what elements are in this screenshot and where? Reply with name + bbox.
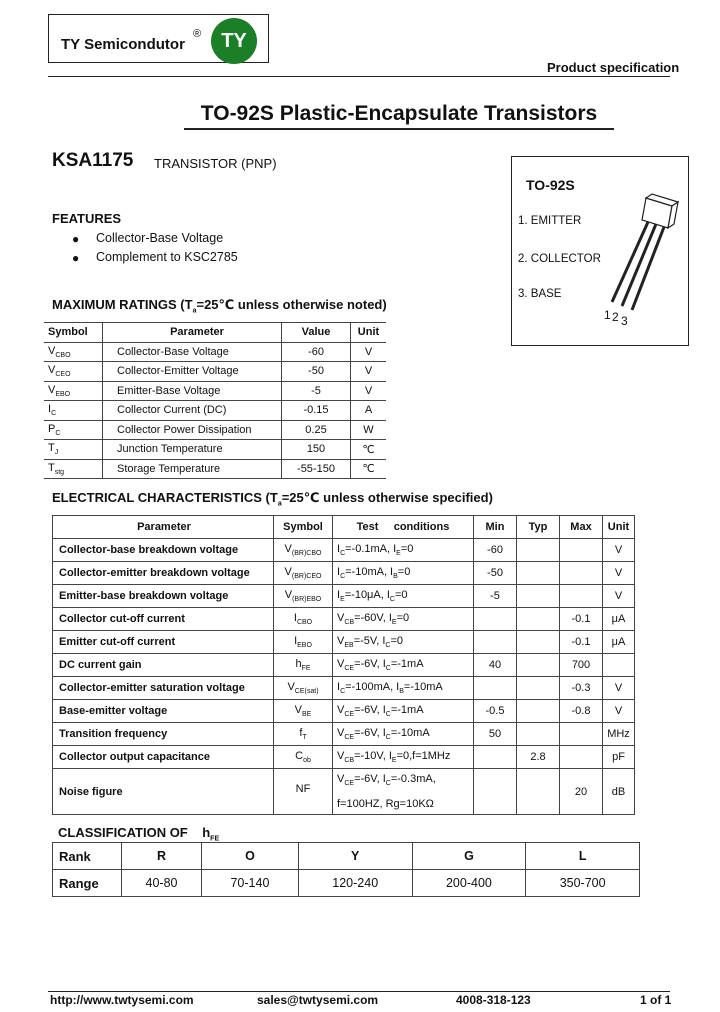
range-label: Range — [53, 870, 122, 897]
char-conditions: $I_E=-10\mu A$, $I_C=0$ — [333, 585, 474, 608]
char-min — [474, 608, 517, 631]
electrical-row — [53, 723, 635, 746]
char-symbol: $V_{(BR)CEO}$ — [274, 562, 333, 585]
range-cell: 70-140 — [202, 870, 299, 897]
col-parameter: Parameter — [103, 323, 282, 343]
char-typ: 2.8 — [517, 746, 560, 769]
rating-unit: W — [351, 420, 387, 440]
electrical-row — [53, 769, 635, 815]
char-unit: V — [603, 562, 635, 585]
rating-unit: ℃ — [351, 459, 387, 479]
char-typ — [517, 539, 560, 562]
rating-unit: V — [351, 342, 387, 362]
electrical-row — [53, 585, 635, 608]
header-rule — [48, 76, 670, 77]
char-unit: V — [603, 585, 635, 608]
rating-unit: V — [351, 381, 387, 401]
char-conditions: $I_C=-100mA$, $I_B=-10mA$ — [333, 677, 474, 700]
rank-row — [53, 843, 640, 870]
rank-label: Rank — [53, 843, 122, 870]
rating-value: -50 — [282, 362, 351, 382]
rank-cell: Y — [298, 843, 412, 870]
feature-item: Complement to KSC2785 — [96, 250, 238, 264]
char-max — [560, 723, 603, 746]
rating-unit: ℃ — [351, 440, 387, 460]
electrical-body — [53, 539, 635, 815]
max-ratings-body — [44, 342, 386, 479]
char-symbol: $C_{ob}$ — [274, 746, 333, 769]
char-unit — [603, 654, 635, 677]
char-min: 50 — [474, 723, 517, 746]
rank-cell: O — [202, 843, 299, 870]
max-ratings-header-row — [44, 323, 386, 343]
rating-parameter: Collector-Emitter Voltage — [103, 362, 282, 382]
col-parameter: Parameter — [53, 516, 274, 539]
electrical-row — [53, 677, 635, 700]
range-cell: 120-240 — [298, 870, 412, 897]
rank-cell: L — [526, 843, 640, 870]
electrical-heading-rest: =25℃ unless otherwise specified) — [281, 490, 493, 505]
char-parameter: Emitter-base breakdown voltage — [53, 585, 274, 608]
electrical-row — [53, 562, 635, 585]
char-parameter: Collector-base breakdown voltage — [53, 539, 274, 562]
char-max: -0.1 — [560, 631, 603, 654]
char-unit: pF — [603, 746, 635, 769]
char-symbol: NF — [274, 769, 333, 815]
electrical-row — [53, 654, 635, 677]
electrical-table — [52, 515, 635, 815]
electrical-row — [53, 631, 635, 654]
footer-phone: 4008-318-123 — [456, 993, 531, 1007]
char-max: -0.8 — [560, 700, 603, 723]
max-ratings-row — [44, 381, 386, 401]
max-ratings-row — [44, 440, 386, 460]
char-symbol: $V_{(BR)EBO}$ — [274, 585, 333, 608]
rating-symbol: $V_{EBO}$ — [44, 381, 103, 401]
max-ratings-row — [44, 459, 386, 479]
char-min: -60 — [474, 539, 517, 562]
char-parameter: Emitter cut-off current — [53, 631, 274, 654]
product-spec-label: Product specification — [547, 60, 680, 75]
package-name: TO-92S — [526, 177, 575, 193]
char-max — [560, 746, 603, 769]
char-conditions: $V_{CE}=-6V$, $I_C=-1mA$ — [333, 700, 474, 723]
char-symbol: $V_{BE}$ — [274, 700, 333, 723]
char-unit: V — [603, 700, 635, 723]
char-parameter: Noise figure — [53, 769, 274, 815]
col-test-conditions: Test conditions — [333, 516, 474, 539]
char-min — [474, 677, 517, 700]
classification-heading-text: CLASSIFICATION OF — [58, 825, 188, 840]
rating-parameter: Emitter-Base Voltage — [103, 381, 282, 401]
char-conditions: $V_{CE}=-6V$, $I_C=-10mA$ — [333, 723, 474, 746]
char-min — [474, 769, 517, 815]
col-min: Min — [474, 516, 517, 539]
electrical-row — [53, 746, 635, 769]
classification-heading-sub: FE — [210, 835, 220, 843]
electrical-heading-text: ELECTRICAL CHARACTERISTICS (T — [52, 490, 278, 505]
rating-parameter: Storage Temperature — [103, 459, 282, 479]
range-cell: 350-700 — [526, 870, 640, 897]
rating-symbol: $V_{CBO}$ — [44, 342, 103, 362]
char-conditions: $V_{CE}=-6V$, $I_C=-1mA$ — [333, 654, 474, 677]
max-ratings-heading-text: MAXIMUM RATINGS (T — [52, 297, 193, 312]
max-ratings-heading-rest: =25℃ unless otherwise noted) — [196, 297, 387, 312]
col-value: Value — [282, 323, 351, 343]
footer-page: 1 of 1 — [640, 993, 672, 1007]
char-symbol: $V_{(BR)CBO}$ — [274, 539, 333, 562]
electrical-row — [53, 539, 635, 562]
brand-name: TY Semicondutor — [61, 36, 185, 53]
char-conditions: $V_{CB}=-10V$, $I_E=0,f=1MHz$ — [333, 746, 474, 769]
classification-heading-sym: h — [202, 825, 211, 840]
rating-value: -0.15 — [282, 401, 351, 421]
rating-unit: A — [351, 401, 387, 421]
char-max: -0.3 — [560, 677, 603, 700]
rating-value: -5 — [282, 381, 351, 401]
rating-value: -60 — [282, 342, 351, 362]
char-symbol: $I_{EBO}$ — [274, 631, 333, 654]
max-ratings-row — [44, 362, 386, 382]
char-min: -50 — [474, 562, 517, 585]
char-conditions: $V_{CB}=-60V$, $I_E=0$ — [333, 608, 474, 631]
char-typ — [517, 677, 560, 700]
rating-unit: V — [351, 362, 387, 382]
rating-parameter: Collector Current (DC) — [103, 401, 282, 421]
col-max: Max — [560, 516, 603, 539]
electrical-row — [53, 700, 635, 723]
char-min — [474, 631, 517, 654]
pin-3-label: 3. BASE — [518, 288, 562, 300]
max-ratings-table — [44, 322, 386, 479]
bullet-icon: ● — [72, 232, 80, 246]
col-typ: Typ — [517, 516, 560, 539]
feature-item: Collector-Base Voltage — [96, 231, 224, 245]
col-unit: Unit — [603, 516, 635, 539]
classification-heading — [58, 825, 219, 843]
electrical-heading-sub: a — [277, 500, 282, 508]
rating-symbol: $T_{stg}$ — [44, 459, 103, 479]
pin-number-3: 3 — [621, 314, 628, 328]
max-ratings-row — [44, 401, 386, 421]
max-ratings-row — [44, 342, 386, 362]
char-parameter: Collector-emitter breakdown voltage — [53, 562, 274, 585]
ty-logo: TY — [211, 18, 257, 64]
char-max: -0.1 — [560, 608, 603, 631]
range-cell: 200-400 — [412, 870, 526, 897]
char-max — [560, 562, 603, 585]
char-parameter: Collector cut-off current — [53, 608, 274, 631]
part-type: TRANSISTOR (PNP) — [154, 156, 277, 171]
char-unit: μA — [603, 608, 635, 631]
rank-cell: G — [412, 843, 526, 870]
char-conditions: $V_{CE}=-6V$, $I_C=-0.3mA$, f=100HZ, Rg=10KΩ — [333, 769, 474, 815]
char-parameter: Collector output capacitance — [53, 746, 274, 769]
char-unit: V — [603, 539, 635, 562]
char-min: -0.5 — [474, 700, 517, 723]
range-cell: 40-80 — [122, 870, 202, 897]
char-max — [560, 539, 603, 562]
rating-value: -55-150 — [282, 459, 351, 479]
char-unit: V — [603, 677, 635, 700]
bullet-icon: ● — [72, 251, 80, 265]
char-max — [560, 585, 603, 608]
electrical-header-row — [53, 516, 635, 539]
rating-symbol: $V_{CEO}$ — [44, 362, 103, 382]
rating-symbol: $T_J$ — [44, 440, 103, 460]
rating-parameter: Collector-Base Voltage — [103, 342, 282, 362]
char-parameter: DC current gain — [53, 654, 274, 677]
features-heading: FEATURES — [52, 211, 122, 226]
char-max: 700 — [560, 654, 603, 677]
char-typ — [517, 562, 560, 585]
char-typ — [517, 608, 560, 631]
electrical-heading — [52, 490, 493, 508]
pin-number-1: 1 — [604, 308, 611, 322]
max-ratings-heading — [52, 297, 387, 315]
char-max: 20 — [560, 769, 603, 815]
max-ratings-row — [44, 420, 386, 440]
document-title: TO-92S Plastic-Encapsulate Transistors — [184, 102, 614, 130]
char-symbol: $I_{CBO}$ — [274, 608, 333, 631]
char-typ — [517, 700, 560, 723]
rating-symbol: $I_C$ — [44, 401, 103, 421]
rank-cell: R — [122, 843, 202, 870]
electrical-row — [53, 608, 635, 631]
col-symbol: Symbol — [44, 323, 103, 343]
char-typ — [517, 585, 560, 608]
registered-mark: ® — [193, 28, 202, 40]
range-row — [53, 870, 640, 897]
char-parameter: Base-emitter voltage — [53, 700, 274, 723]
char-parameter: Collector-emitter saturation voltage — [53, 677, 274, 700]
char-conditions: $I_C=-10mA$, $I_B=0$ — [333, 562, 474, 585]
footer-url[interactable]: http://www.twtysemi.com — [50, 993, 194, 1007]
char-typ — [517, 723, 560, 746]
rating-parameter: Collector Power Dissipation — [103, 420, 282, 440]
footer-email[interactable]: sales@twtysemi.com — [257, 993, 379, 1007]
pin-2-label: 2. COLLECTOR — [518, 253, 601, 265]
rating-value: 150 — [282, 440, 351, 460]
char-typ — [517, 654, 560, 677]
rating-symbol: $P_C$ — [44, 420, 103, 440]
char-min: 40 — [474, 654, 517, 677]
char-symbol: $f_T$ — [274, 723, 333, 746]
char-unit: μA — [603, 631, 635, 654]
char-typ — [517, 769, 560, 815]
char-unit: dB — [603, 769, 635, 815]
char-parameter: Transition frequency — [53, 723, 274, 746]
char-unit: MHz — [603, 723, 635, 746]
pin-number-2: 2 — [612, 310, 619, 324]
rating-value: 0.25 — [282, 420, 351, 440]
classification-table — [52, 842, 640, 897]
footer-rule — [48, 991, 670, 992]
part-number: KSA1175 — [52, 150, 134, 171]
char-min: -5 — [474, 585, 517, 608]
pin-1-label: 1. EMITTER — [518, 215, 582, 227]
col-unit: Unit — [351, 323, 387, 343]
rating-parameter: Junction Temperature — [103, 440, 282, 460]
col-symbol: Symbol — [274, 516, 333, 539]
max-ratings-heading-sub: a — [192, 307, 197, 315]
char-typ — [517, 631, 560, 654]
char-conditions: $I_C=-0.1mA$, $I_E=0$ — [333, 539, 474, 562]
char-symbol: $h_{FE}$ — [274, 654, 333, 677]
char-symbol: $V_{CE(sat)}$ — [274, 677, 333, 700]
char-conditions: $V_{EB}=-5V$, $I_C=0$ — [333, 631, 474, 654]
char-min — [474, 746, 517, 769]
